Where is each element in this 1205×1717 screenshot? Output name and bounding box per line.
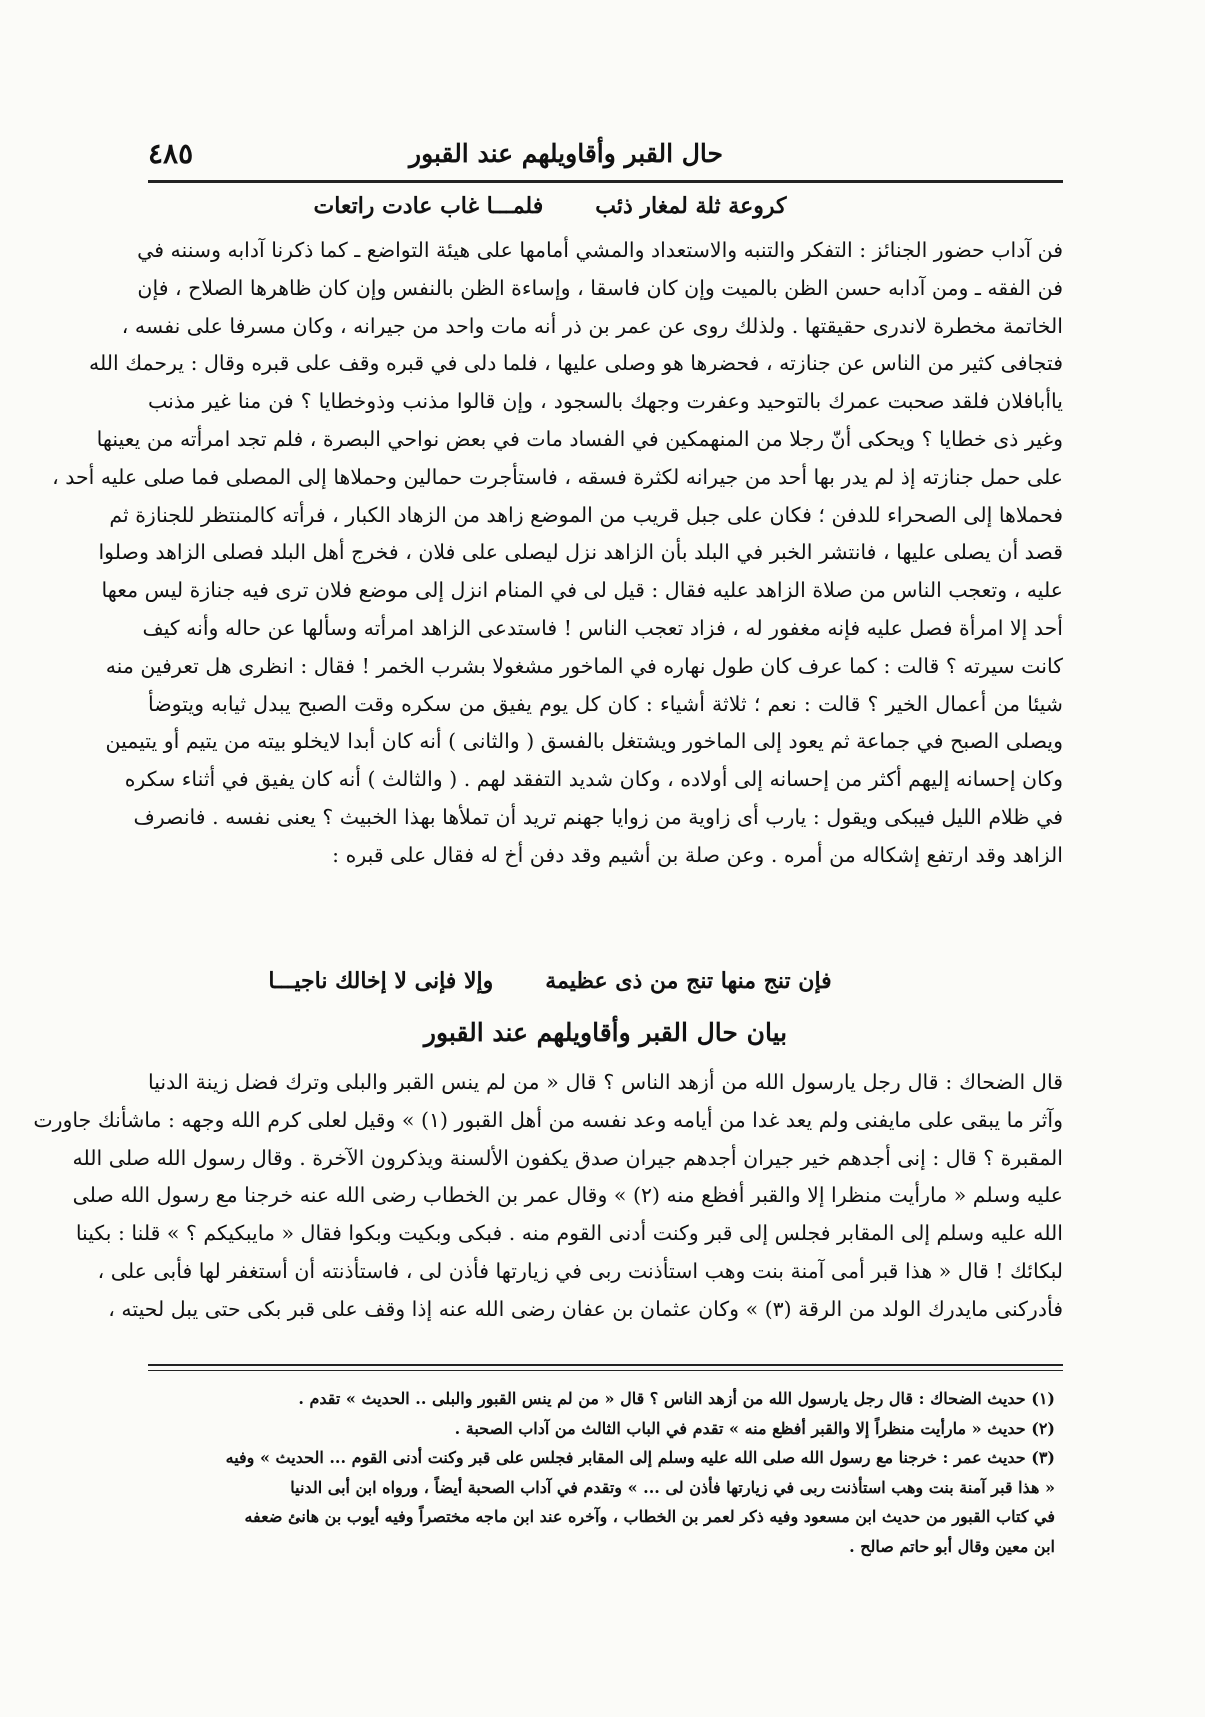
verse-couplet-2 — [190, 968, 910, 994]
header-rule — [148, 180, 1063, 183]
footnote-rule — [148, 1364, 1063, 1366]
text-line: الخاتمة مخطرة لاندرى حقيقتها . ولذلك روى عن عمر بن ذر أنه مات واحد من جيرانه ، وكان مسرفا على نفسه ، — [121, 313, 1063, 338]
text-line: على حمل جنازته إذ لم يدر بها أحد من جيرانه لكثرة فسقه ، فاستأجرت حمالين وحملاها إلى المصلى فما صلى عليه أحد ، — [52, 464, 1063, 489]
footnote-line: « هذا قبر آمنة بنت وهب استأذنت ربى في زيارتها فأذن لى ... » وتقدم في آداب الصحبة أيضاً ، ورواه ابن أبى الدنيا — [290, 1477, 1055, 1497]
footnote-rule-thin — [148, 1370, 1063, 1371]
text-line: وغير ذى خطايا ؟ ويحكى أنّ رجلا من المنهمكين في الفساد مات في بعض نواحي البصرة ، فلم تجد امرأته من يعينها — [96, 426, 1063, 451]
footnote-line: في كتاب القبور من حديث ابن مسعود وفيه ذكر لعمر بن الخطاب ، وآخره عند ابن ماجه مختصراً وفيه أيوب بن هانئ ضعفه — [244, 1507, 1055, 1527]
text-line: فأدركنى مايدرك الولد من الرقة (٣) » وكان عثمان بن عفان رضى الله عنه إذا وقف على قبر بكى حتى يبل لحيته ، — [108, 1296, 1063, 1321]
footnote-line: (٣) حديث عمر : خرجنا مع رسول الله صلى الله عليه وسلم إلى المقابر فجلس على قبر وكنت أدنى القوم ... الحديث » وفيه — [225, 1448, 1055, 1468]
text-line: عليه ، وتعجب الناس من صلاة الزاهد عليه فقال : قيل لى في المنام انزل إلى موضع فلان ترى فيه جنازة ليس معها — [101, 578, 1063, 603]
text-line: وكان إحسانه إليهم أكثر من إحسانه إلى أولاده ، وكان شديد التفقد لهم . ( والثالث ) أنه كان يفيق في أثناء سكره — [124, 767, 1063, 792]
verse-hemistich-right: فإن تنج منها تنج من ذى عظيمة — [545, 968, 832, 994]
footnote-line: ابن معين وقال أبو حاتم صالح . — [849, 1536, 1055, 1556]
verse-couplet-1 — [190, 193, 910, 219]
text-line: وآثر ما يبقى على مايفنى ولم يعد غدا من أيامه وعد نفسه من أهل القبور (١) » وقيل لعلى كرم الله وجهه : ماشأنك جاورت — [33, 1107, 1063, 1132]
text-line: فتجافى كثير من الناس عن جنازته ، فحضرها هو وصلى عليها ، فلما دلى في قبره وقف على قبره وقال : يرحمك الله — [89, 351, 1063, 376]
verse-hemistich-right: كروعة ثلة لمغار ذئب — [595, 193, 787, 219]
footnotes — [155, 1384, 1055, 1562]
text-line: أحد إلا امرأة فصل عليه فإنه مغفور له ، فزاد تعجب الناس ! فاستدعى الزاهد امرأته وسألها عن حاله وأنه كيف — [142, 615, 1063, 640]
footnote-line: (٢) حديث « مارأيت منظراً إلا والقبر أفظع منه » تقدم في الباب الثالث من آداب الصحبة . — [454, 1418, 1055, 1438]
text-line: فن الفقه ـ ومن آدابه حسن الظن بالميت وإن كان فاسقا ، وإساءة الظن بالنفس وإن كان ظاهرها الصلاح ، فإن — [137, 275, 1063, 300]
verse-hemistich-left: فلمـــا غاب عادت راتعات — [313, 193, 544, 219]
text-line: ويصلى الصبح في جماعة ثم يعود إلى الماخور ويشتغل بالفسق ( والثانى ) أنه كان أبدا لايخلو بيته من يتيم أو يتيمين — [105, 729, 1063, 754]
verse-hemistich-left: وإلا فإنى لا إخالك ناجيـــا — [268, 968, 494, 994]
paragraph-1 — [52, 232, 1063, 875]
text-line: قصد أن يصلى عليها ، فانتشر الخبر في البلد بأن الزاهد نزل ليصلى على فلان ، فخرج أهل البلد فصلى الزاهد وصلوا — [98, 540, 1063, 565]
paragraph-2 — [33, 1064, 1063, 1329]
text-line: قال الضحاك : قال رجل يارسول الله من أزهد الناس ؟ قال « من لم ينس القبر والبلى وترك فضل زينة الدنيا — [148, 1070, 1063, 1094]
text-line: في ظلام الليل فيبكى ويقول : يارب أى زاوية من زوايا جهنم تريد أن تملأها بهذا الخبيث ؟ يعنى نفسه . فانصرف — [133, 804, 1063, 829]
section-heading: بيان حال القبر وأقاويلهم عند القبور — [423, 1018, 788, 1047]
page-number: ٤٨٥ — [148, 136, 194, 170]
text-line: عليه وسلم « مارأيت منظرا إلا والقبر أفظع منه (٢) » وقال عمر بن الخطاب رضى الله عنه خرجنا مع رسول الله صلى — [72, 1183, 1063, 1208]
text-line: الزاهد وقد ارتفع إشكاله من أمره . وعن صلة بن أشيم وقد دفن أخ له فقال على قبره : — [332, 842, 1063, 867]
running-title: حال القبر وأقاويلهم عند القبور — [409, 138, 723, 168]
text-line: كانت سيرته ؟ قالت : كما عرف كان طول نهاره في الماخور مشغولا بشرب الخمر ! فقال : انظرى هل تعرفين منه — [105, 653, 1063, 678]
page-header — [148, 128, 1063, 178]
text-line: فحملاها إلى الصحراء للدفن ؛ فكان على جبل قريب من الموضع زاهد من الزهاد الكبار ، فرأته كالمنتظر للجنازة ثم — [109, 502, 1063, 527]
text-line: فن آداب حضور الجنائز : التفكر والتنبه والاستعداد والمشي أمامها على هيئة التواضع ـ كما ذكرنا آدابه وسننه في — [137, 238, 1063, 262]
text-line: شيئا من أعمال الخير ؟ قالت : نعم ؛ ثلاثة أشياء : كان كل يوم يفيق من سكره وقت الصبح يبدل ثيابه ويتوضأ — [148, 691, 1063, 716]
text-line: الله عليه وسلم إلى المقابر فجلس إلى قبر وكنت أدنى القوم منه . فبكى وبكيت وبكوا فقال « مايبكيكم ؟ » قلنا : بكينا — [75, 1221, 1063, 1246]
footnote-line: (١) حديث الضحاك : قال رجل يارسول الله من أزهد الناس ؟ قال « من لم ينس القبور والبلى .. الحديث » تقدم . — [298, 1389, 1055, 1408]
text-line: ياأبافلان فلقد صحبت عمرك بالتوحيد وعفرت وجهك بالسجود ، وإن قالوا مذنب وذوخطايا ؟ فن منا غير مذنب — [148, 389, 1063, 414]
text-line: لبكائك ! قال « هذا قبر أمى آمنة بنت وهب استأذنت ربى في زيارتها فأذن لى ، فاستأذنته أن أستغفر لها فأبى على ، — [97, 1258, 1063, 1283]
text-line: المقبرة ؟ قال : إنى أجدهم خير جيران أجدهم جيران صدق يكفون الألسنة ويذكرون الآخرة . وقال رسول الله صلى الله — [72, 1145, 1063, 1170]
